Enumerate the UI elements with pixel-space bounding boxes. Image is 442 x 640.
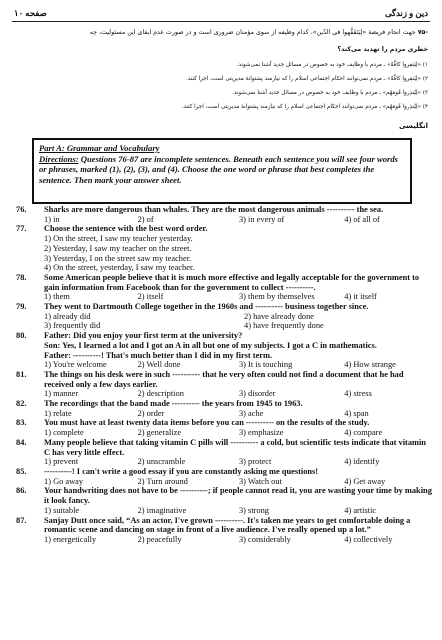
answer-option: 1) manner	[44, 389, 79, 399]
question-stem: Many people believe that taking vitamin C pills will ---------- a cold, but scientific tests indicate that vitamin C has very little effect.	[44, 437, 426, 457]
question-75-text	[14, 29, 428, 37]
answer-option: 4) it itself	[344, 292, 377, 302]
answer-option: 1) energetically	[44, 534, 97, 544]
subject-title: دین و زندگی	[384, 8, 428, 18]
options-row	[44, 428, 432, 438]
answer-option: 3) ache	[238, 408, 264, 418]
answer-option: 1) already did	[44, 311, 91, 321]
answer-option: 1) complete	[44, 428, 84, 438]
question-item	[14, 205, 432, 224]
answer-option: 4) collectively	[344, 534, 393, 544]
question-stem: Son: Yes, I learned a lot and I got an A in all but one of my subjects. I got a C in mathematics.	[44, 340, 377, 350]
answer-option: 2) unscramble	[137, 457, 186, 467]
question-item	[14, 467, 432, 486]
question-item	[14, 273, 432, 302]
answer-option: 4) On the street, yesterday, I saw my teacher.	[44, 263, 195, 273]
options-row	[44, 292, 432, 302]
answer-option: 1) You're welcome	[44, 360, 107, 370]
questions-list	[14, 205, 432, 545]
options-row	[44, 477, 432, 487]
answer-option: 4) of all of	[344, 214, 380, 224]
answer-option: 2) itself	[137, 292, 164, 302]
question-stem: ----------! I can't write a good essay if you are constantly asking me questions!	[44, 466, 319, 476]
answer-option: 1) relate	[44, 408, 72, 418]
answer-option: 2) description	[137, 389, 184, 399]
options-row	[44, 234, 432, 244]
directions-text: Questions 76-87 are incomplete sentences. Beneath each sentence you will see four words or phrases, marked (1), (2), (3), and (4). Choose the one word or phrase that best completes the sentence. Then mark your answer sheet.	[39, 153, 399, 185]
answer-option: 3) strong	[238, 505, 269, 515]
question-stem: Choose the sentence with the best word order.	[44, 224, 208, 234]
answer-option: 2) peacefully	[137, 534, 182, 544]
answer-option: 2) imaginative	[137, 505, 187, 515]
options-row	[44, 254, 432, 264]
answer-option: 3) protect	[238, 457, 272, 467]
answer-option: 2) have already done	[244, 311, 314, 321]
answer-option: 1) Go away	[44, 476, 84, 486]
options-row	[44, 535, 432, 545]
answer-option: 1) them	[44, 292, 70, 302]
section-title: انگلیسی	[398, 122, 428, 130]
question-item	[14, 516, 432, 545]
question-stem: They went to Dartmouth College together in the 1960s and ---------- business together since.	[44, 302, 369, 312]
answer-option: 2) Turn around	[137, 476, 188, 486]
question-stem: The things on his desk were in such ---------- that he very often could not find a document that he had received only a few days earlier.	[44, 369, 404, 389]
answer-option: 1) prevent	[44, 457, 79, 467]
question-number: 77.	[16, 224, 27, 234]
answer-option: 2) Well done	[137, 360, 181, 370]
question-number: 86.	[16, 486, 27, 496]
question-stem: Sanjay Dutt once said, “As an actor, I've grown ----------. It's taken me years to get comfortable doing a romantic scene and dancing on stage in front of a live audience. I've really opened up a lot.”	[44, 515, 411, 535]
question-number: 81.	[16, 369, 27, 379]
answer-option: 4) artistic	[344, 505, 377, 515]
answer-option: 4) span	[344, 408, 369, 418]
answer-option: 3) Yesterday, I on the street saw my teacher.	[44, 253, 192, 263]
question-number: 82.	[16, 399, 27, 409]
options-row	[44, 244, 432, 254]
options-row	[44, 321, 432, 331]
question-item	[14, 486, 432, 515]
question-number: 83.	[16, 418, 27, 428]
question-item	[14, 224, 432, 273]
options-row	[44, 215, 432, 225]
question-item	[14, 399, 432, 418]
question-stem: Some American people believe that it is much more effective and legally acceptable for the government to gain information from Facebook than for the government to collect ----------.	[44, 272, 420, 292]
question-item	[14, 302, 432, 331]
question-item	[14, 418, 432, 437]
question-75-text-cont: خطری مردم را تهدید می‌کند؟	[337, 46, 428, 53]
answer-option: 1) On the street, I saw my teacher yesterday.	[44, 234, 193, 244]
answer-option: 4) compare	[344, 428, 383, 438]
options-row	[44, 263, 432, 273]
question-item	[14, 331, 432, 370]
answer-option: 4) How strange	[344, 360, 396, 370]
answer-option: 3) emphasize	[238, 428, 284, 438]
question-number: 79.	[16, 302, 27, 312]
question-75-option-4: ۴) «لِیُنذِروا قَومَهُم» ـ مردم نمی‌توانند احکام اجتماعی اسلام را که نیازمند پشتوانهٔ مدیریتی است، اجرا کنند.	[181, 104, 428, 110]
answer-option: 2) order	[137, 408, 165, 418]
answer-option: 3) disorder	[238, 389, 276, 399]
directions-label: Directions:	[39, 153, 79, 164]
question-item	[14, 370, 432, 399]
question-number: 87.	[16, 515, 27, 525]
answer-option: 1) suitable	[44, 505, 80, 515]
question-number: 85.	[16, 466, 27, 476]
answer-option: 2) generalize	[137, 428, 182, 438]
answer-option: 4) Get away	[344, 476, 386, 486]
options-row	[44, 389, 432, 399]
answer-option: 2) Yesterday, I saw my teacher on the street.	[44, 243, 192, 253]
answer-option: 3) It is touching	[238, 360, 293, 370]
question-stem: Father: ----------! That's much better than I did in my first term.	[44, 350, 273, 360]
answer-option: 4) identify	[344, 457, 380, 467]
question-stem: Your handwriting does not have to be ----------; if people cannot read it, you are wasting your time by making it look fancy.	[44, 486, 432, 506]
options-row	[44, 506, 432, 516]
answer-option: 3) them by themselves	[238, 292, 315, 302]
question-stem: You must have at least twenty data items before you can ---------- on the results of the study.	[44, 418, 370, 428]
question-stem: The recordings that the band made ---------- the years from 1945 to 1963.	[44, 399, 303, 409]
question-75-stem: جهت انجام فریضهٔ «لِیَتَفَقَّهوا فی الدّین»، کدام وظیفه از سوی مؤمنان ضروری است و در صورت عدم ایفای این مسئولیت، چه	[89, 29, 416, 36]
instructions-title: Part A: Grammar and Vocabulary	[39, 143, 160, 153]
instructions-box	[32, 138, 412, 204]
page-header	[14, 6, 428, 22]
answer-option: 2) of	[137, 214, 154, 224]
question-75-option-2: ۲) «لِیَنفِروا کافَّةً» ـ مردم نمی‌توانند احکام اجتماعی اسلام را که نیازمند پشتوانهٔ مدیریتی است، اجرا کنند.	[186, 76, 428, 82]
answer-option: 4) have frequently done	[244, 321, 324, 331]
question-75-option-1: ۱) «لِیَنفِروا کافَّةً» ـ مردم با وظایف خود به خصوص در مسائل جدید آشنا نمی‌شوند.	[236, 62, 428, 68]
answer-option: 3) considerably	[238, 534, 291, 544]
page-number: صفحه ۱۰	[14, 8, 47, 18]
question-number: 76.	[16, 205, 27, 214]
options-row	[44, 457, 432, 467]
question-number: 80.	[16, 331, 27, 341]
question-item	[14, 438, 432, 467]
options-row	[44, 360, 432, 370]
question-75-number: -۷۵	[417, 29, 428, 36]
answer-option: 4) stress	[344, 389, 372, 399]
question-number: 78.	[16, 272, 27, 282]
answer-option: 1) in	[44, 214, 60, 224]
question-stem: Sharks are more dangerous than whales. They are the most dangerous animals ---------- the sea.	[44, 205, 384, 214]
options-row	[44, 312, 432, 322]
question-number: 84.	[16, 437, 27, 447]
header-divider	[12, 21, 430, 22]
question-stem: Father: Did you enjoy your first term at the university?	[44, 331, 243, 341]
answer-option: 3) in every of	[238, 214, 285, 224]
answer-option: 3) frequently did	[44, 321, 101, 331]
options-row	[44, 409, 432, 419]
answer-option: 3) Watch out	[238, 476, 282, 486]
question-75-option-3: ۳) «لِیُنذِروا قَومَهُم» ـ مردم با وظایف خود به خصوص در مسائل جدید آشنا نمی‌شوند.	[232, 90, 428, 96]
